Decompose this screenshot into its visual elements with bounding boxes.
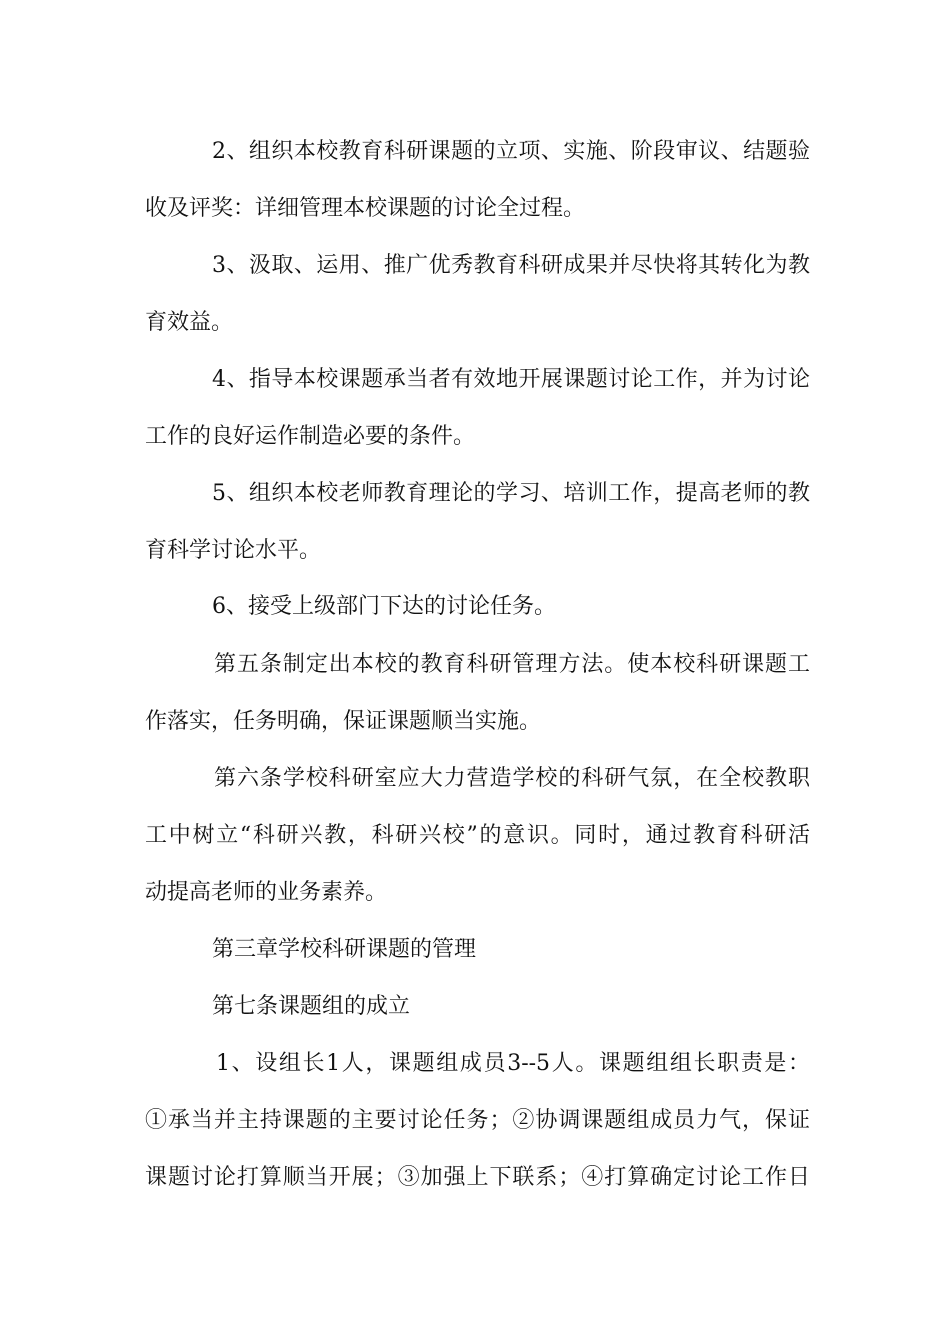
article-heading: 第七条课题组的成立: [212, 994, 411, 1019]
paragraph-line: ①承当并主持课题的主要讨论任务；②协调课题组成员力气，保证: [145, 1108, 810, 1133]
paragraph-line: 收及评奖：详细管理本校课题的讨论全过程。: [145, 196, 586, 221]
paragraph-line: 育科学讨论水平。: [145, 538, 322, 563]
paragraph-line: 5、组织本校老师教育理论的学习、培训工作，提高老师的教: [212, 481, 810, 506]
paragraph-line: 第六条学校科研室应大力营造学校的科研气氛，在全校教职: [214, 766, 810, 791]
paragraph-line: 1、设组长1人，课题组成员3--5人。课题组组长职责是：: [216, 1051, 810, 1076]
paragraph-line: 育效益。: [145, 310, 234, 335]
paragraph-line: 工中树立“科研兴教，科研兴校”的意识。同时，通过教育科研活: [145, 823, 810, 848]
paragraph-line: 2、组织本校教育科研课题的立项、实施、阶段审议、结题验: [212, 139, 810, 164]
paragraph-line: 课题讨论打算顺当开展；③加强上下联系；④打算确定讨论工作日: [145, 1165, 810, 1190]
paragraph-line: 工作的良好运作制造必要的条件。: [145, 424, 476, 449]
paragraph-line: 作落实，任务明确，保证课题顺当实施。: [145, 709, 542, 734]
paragraph-line: 6、接受上级部门下达的讨论任务。: [212, 594, 556, 619]
section-heading: 第三章学校科研课题的管理: [212, 937, 477, 962]
paragraph-line: 3、汲取、运用、推广优秀教育科研成果并尽快将其转化为教: [212, 253, 810, 278]
paragraph-line: 4、指导本校课题承当者有效地开展课题讨论工作，并为讨论: [212, 367, 810, 392]
paragraph-line: 第五条制定出本校的教育科研管理方法。使本校科研课题工: [214, 652, 810, 677]
paragraph-line: 动提高老师的业务素养。: [145, 880, 388, 905]
